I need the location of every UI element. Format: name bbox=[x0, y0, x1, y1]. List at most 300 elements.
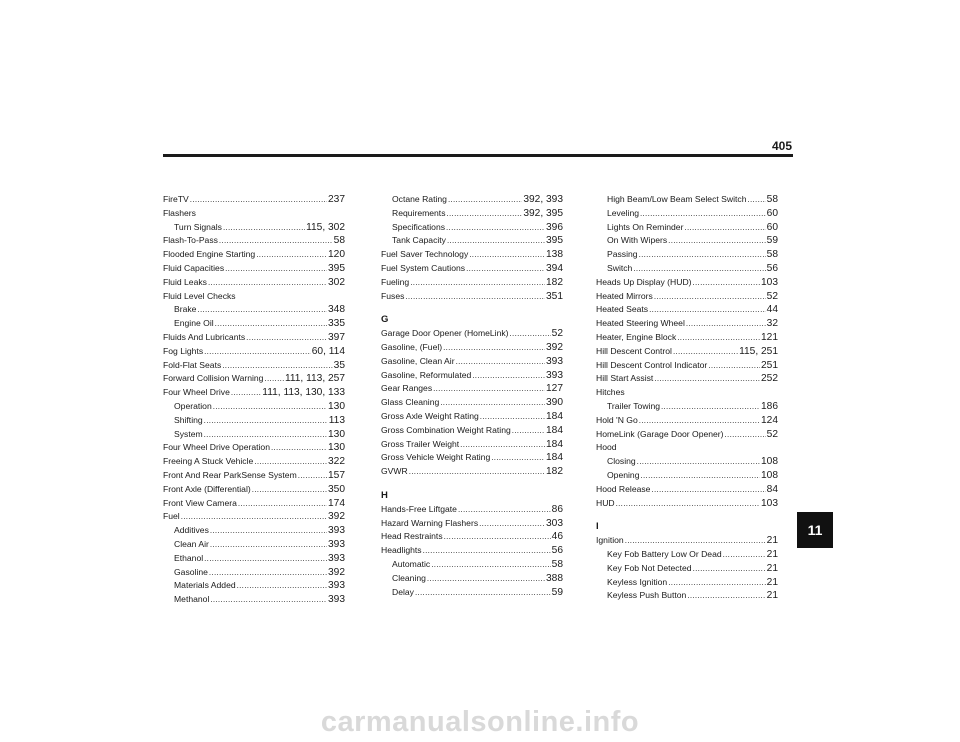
index-entry-pages[interactable]: 393 bbox=[328, 525, 345, 537]
index-entry-pages[interactable]: 113 bbox=[328, 414, 345, 426]
dot-leader bbox=[246, 331, 327, 345]
index-entry bbox=[381, 327, 563, 341]
index-entry bbox=[381, 438, 563, 452]
dot-leader bbox=[625, 534, 766, 548]
index-entry-label: Headlights bbox=[381, 545, 422, 556]
dot-leader bbox=[181, 510, 327, 524]
index-entry-pages[interactable]: 124 bbox=[761, 414, 778, 426]
index-entry-pages[interactable]: 184 bbox=[546, 410, 563, 422]
dot-leader bbox=[641, 469, 761, 483]
index-entry-pages[interactable]: 393 bbox=[328, 594, 345, 606]
index-entry-label: Octane Rating bbox=[392, 194, 447, 204]
index-entry-label: Front View Camera bbox=[163, 497, 237, 508]
index-entry-label: Fluid Leaks bbox=[163, 276, 207, 287]
index-subentry bbox=[596, 400, 778, 414]
index-entry-label: HomeLink (Garage Door Opener) bbox=[596, 428, 724, 439]
index-subentry bbox=[381, 234, 563, 248]
dot-leader bbox=[616, 497, 760, 511]
index-entry bbox=[163, 441, 345, 455]
index-entry bbox=[163, 455, 345, 469]
index-entry bbox=[381, 410, 563, 424]
index-entry-label: Keyless Push Button bbox=[607, 590, 687, 601]
index-entry bbox=[163, 193, 345, 207]
dot-leader bbox=[693, 562, 766, 576]
dot-leader bbox=[231, 386, 261, 400]
index-entry bbox=[381, 369, 563, 383]
index-entry-pages[interactable]: 21 bbox=[766, 548, 778, 560]
index-entry-label: Operation bbox=[174, 400, 212, 411]
index-entry-pages[interactable]: 396 bbox=[546, 221, 563, 233]
index-entry-label: Hood bbox=[596, 442, 617, 453]
index-entry bbox=[163, 469, 345, 483]
index-entry-label: Gross Vehicle Weight Rating bbox=[381, 452, 491, 463]
dot-leader bbox=[651, 483, 765, 497]
dot-leader bbox=[639, 414, 760, 428]
index-entry-pages[interactable]: 56 bbox=[766, 262, 778, 274]
index-entry-pages[interactable]: 392, 395 bbox=[523, 207, 563, 219]
index-entry-pages[interactable]: 59 bbox=[766, 235, 778, 247]
index-subentry bbox=[381, 193, 563, 207]
index-entry bbox=[381, 517, 563, 531]
index-entry-label: Clean Air bbox=[174, 538, 209, 549]
index-entry-label: Hill Start Assist bbox=[596, 373, 654, 384]
dot-leader bbox=[204, 345, 311, 359]
index-entry-label: Garage Door Opener (HomeLink) bbox=[381, 328, 509, 339]
dot-leader bbox=[472, 369, 545, 383]
index-entry bbox=[381, 262, 563, 276]
index-entry-pages[interactable]: 21 bbox=[766, 535, 778, 547]
index-subentry bbox=[381, 221, 563, 235]
index-entry-pages[interactable]: 52 bbox=[551, 328, 563, 340]
index-subentry bbox=[596, 589, 778, 603]
index-entry-pages[interactable]: 44 bbox=[766, 304, 778, 316]
index-subentry bbox=[163, 579, 345, 593]
index-column-2 bbox=[381, 193, 563, 599]
index-subentry bbox=[163, 428, 345, 442]
index-entry-label: Glass Cleaning bbox=[381, 397, 440, 408]
dot-leader bbox=[204, 552, 327, 566]
dot-leader bbox=[223, 221, 305, 235]
index-entry bbox=[596, 317, 778, 331]
index-entry-pages[interactable]: 56 bbox=[551, 545, 563, 557]
dot-leader bbox=[446, 221, 545, 235]
index-entry-pages[interactable]: 32 bbox=[766, 318, 778, 330]
dot-leader bbox=[210, 538, 327, 552]
dot-leader bbox=[448, 193, 522, 207]
dot-leader bbox=[668, 234, 765, 248]
index-entry-label: Fluids And Lubricants bbox=[163, 331, 246, 342]
index-entry-label: Lights On Reminder bbox=[607, 221, 684, 232]
dot-leader bbox=[213, 400, 327, 414]
index-entry-label: Trailer Towing bbox=[607, 400, 661, 411]
index-entry-label: Passing bbox=[607, 249, 638, 260]
index-subentry bbox=[596, 562, 778, 576]
dot-leader bbox=[640, 207, 766, 221]
index-entry bbox=[596, 372, 778, 386]
index-entry-pages[interactable]: 251 bbox=[761, 359, 778, 371]
index-entry-pages[interactable]: 58 bbox=[333, 235, 345, 247]
index-entry-label: Heated Seats bbox=[596, 304, 649, 315]
index-entry bbox=[163, 497, 345, 511]
index-entry-label: Four Wheel Drive Operation bbox=[163, 442, 270, 453]
index-entry-pages[interactable]: 103 bbox=[761, 276, 778, 288]
index-entry-pages[interactable]: 157 bbox=[328, 469, 345, 481]
index-entry-pages[interactable]: 392, 393 bbox=[523, 194, 563, 205]
index-entry-pages[interactable]: 21 bbox=[766, 590, 778, 602]
dot-leader bbox=[479, 517, 545, 531]
index-entry-pages[interactable]: 60, 114 bbox=[311, 345, 345, 357]
index-subentry bbox=[163, 524, 345, 538]
index-entry-pages[interactable]: 184 bbox=[546, 452, 563, 464]
index-entry-label: Automatic bbox=[392, 558, 431, 569]
index-entry-pages[interactable]: 52 bbox=[766, 290, 778, 302]
index-subentry bbox=[163, 303, 345, 317]
index-subentry bbox=[596, 234, 778, 248]
index-entry-pages[interactable]: 186 bbox=[761, 400, 778, 412]
index-entry-label: Engine Oil bbox=[174, 318, 214, 329]
dot-leader bbox=[440, 396, 545, 410]
index-entry-label: Hood Release bbox=[596, 483, 651, 494]
index-entry-label: Hands-Free Liftgate bbox=[381, 503, 457, 514]
dot-leader bbox=[447, 234, 545, 248]
dot-leader bbox=[190, 193, 327, 207]
index-entry-pages[interactable]: 237 bbox=[328, 194, 345, 205]
index-entry-label: Fuel Saver Technology bbox=[381, 249, 469, 260]
dot-leader bbox=[443, 341, 545, 355]
index-entry-label: Keyless Ignition bbox=[607, 576, 668, 587]
index-section-letter bbox=[381, 313, 563, 327]
dot-leader bbox=[456, 355, 545, 369]
index-entry-pages[interactable]: 395 bbox=[328, 262, 345, 274]
index-entry-pages[interactable]: 351 bbox=[546, 290, 563, 302]
index-column-3 bbox=[596, 193, 778, 603]
index-entry-pages[interactable]: 86 bbox=[551, 503, 563, 515]
index-subentry bbox=[596, 455, 778, 469]
index-entry-label: Heads Up Display (HUD) bbox=[596, 276, 692, 287]
index-subentry bbox=[381, 586, 563, 600]
dot-leader bbox=[687, 589, 765, 603]
dot-leader bbox=[415, 586, 551, 600]
index-entry-pages[interactable]: 394 bbox=[546, 262, 563, 274]
index-entry-label: Gasoline, (Fuel) bbox=[381, 341, 443, 352]
index-entry-pages[interactable]: 52 bbox=[766, 428, 778, 440]
index-entry-label: I bbox=[596, 521, 599, 533]
dot-leader bbox=[639, 248, 766, 262]
dot-leader bbox=[433, 382, 545, 396]
index-section-letter bbox=[596, 520, 778, 534]
index-subentry bbox=[596, 262, 778, 276]
dot-leader bbox=[460, 438, 545, 452]
index-entry-pages[interactable]: 392 bbox=[328, 511, 345, 523]
index-entry-label: Methanol bbox=[174, 594, 210, 605]
dot-leader bbox=[512, 424, 545, 438]
index-entry-label: Tank Capacity bbox=[392, 235, 446, 246]
dot-leader bbox=[693, 276, 760, 290]
index-subentry bbox=[596, 221, 778, 235]
index-entry bbox=[163, 345, 345, 359]
index-entry bbox=[596, 331, 778, 345]
index-entry-label: Requirements bbox=[392, 207, 446, 218]
dot-leader bbox=[238, 497, 327, 511]
index-entry bbox=[381, 503, 563, 517]
index-entry-pages[interactable]: 397 bbox=[328, 331, 345, 343]
dot-leader bbox=[197, 303, 327, 317]
index-entry-label: Ethanol bbox=[174, 552, 204, 563]
index-entry-label: Turn Signals bbox=[174, 221, 222, 232]
index-entry-label: Ignition bbox=[596, 535, 624, 546]
index-entry-label: GVWR bbox=[381, 466, 408, 477]
index-subentry bbox=[381, 207, 563, 221]
index-subentry bbox=[596, 248, 778, 262]
index-spacer bbox=[381, 479, 563, 489]
index-entry-label: Gasoline, Clean Air bbox=[381, 355, 455, 366]
index-entry-label: On With Wipers bbox=[607, 235, 668, 246]
dot-leader bbox=[723, 548, 766, 562]
index-entry-pages[interactable]: 111, 113, 257 bbox=[284, 373, 345, 385]
index-spacer bbox=[381, 303, 563, 313]
index-entry-label: Hold 'N Go bbox=[596, 414, 638, 425]
index-entry-pages[interactable]: 184 bbox=[546, 438, 563, 450]
index-entry-pages[interactable]: 322 bbox=[328, 456, 345, 468]
index-entry-label: Fold-Flat Seats bbox=[163, 359, 222, 370]
index-entry-pages[interactable]: 335 bbox=[328, 318, 345, 330]
index-entry-pages[interactable]: 393 bbox=[546, 355, 563, 367]
index-entry-label: Gasoline, Reformulated bbox=[381, 369, 472, 380]
index-entry-label: Flooded Engine Starting bbox=[163, 249, 256, 260]
index-entry bbox=[163, 510, 345, 524]
index-subentry bbox=[381, 572, 563, 586]
index-entry-label: Heated Steering Wheel bbox=[596, 318, 685, 329]
dot-leader bbox=[209, 566, 327, 580]
index-entry-label: Fuel bbox=[163, 511, 180, 522]
index-entry-pages[interactable]: 138 bbox=[546, 249, 563, 261]
index-entry-label: Fuel System Cautions bbox=[381, 262, 466, 273]
index-entry-label: Leveling bbox=[607, 207, 640, 218]
index-entry bbox=[381, 530, 563, 544]
index-entry-pages[interactable]: 392 bbox=[328, 566, 345, 578]
index-entry-pages[interactable]: 60 bbox=[766, 221, 778, 233]
index-entry-pages[interactable]: 58 bbox=[766, 194, 778, 205]
dot-leader bbox=[298, 469, 327, 483]
index-entry-label: Heated Mirrors bbox=[596, 290, 653, 301]
index-subentry bbox=[163, 566, 345, 580]
dot-leader bbox=[204, 428, 327, 442]
watermark: carmanualsonline.info bbox=[320, 706, 640, 738]
dot-leader bbox=[444, 530, 551, 544]
index-entry-label: Closing bbox=[607, 456, 636, 467]
dot-leader bbox=[423, 544, 551, 558]
index-entry-pages[interactable]: 130 bbox=[328, 442, 345, 454]
index-subentry bbox=[596, 576, 778, 590]
index-subentry bbox=[163, 221, 345, 235]
dot-leader bbox=[458, 503, 551, 517]
index-entry bbox=[163, 262, 345, 276]
index-section-letter bbox=[381, 489, 563, 503]
index-entry-label: Gross Trailer Weight bbox=[381, 438, 460, 449]
index-entry bbox=[596, 441, 778, 455]
index-entry-label: Fuses bbox=[381, 290, 405, 301]
dot-leader bbox=[256, 248, 327, 262]
index-entry-pages[interactable]: 115, 251 bbox=[739, 345, 778, 357]
index-subentry bbox=[163, 414, 345, 428]
dot-leader bbox=[725, 428, 766, 442]
dot-leader bbox=[215, 317, 327, 331]
index-entry-label: Opening bbox=[607, 469, 640, 480]
index-subentry bbox=[163, 538, 345, 552]
dot-leader bbox=[271, 441, 327, 455]
index-entry bbox=[163, 359, 345, 373]
index-subentry bbox=[163, 552, 345, 566]
index-entry bbox=[381, 248, 563, 262]
index-entry-pages[interactable]: 60 bbox=[766, 207, 778, 219]
dot-leader bbox=[431, 558, 550, 572]
index-entry bbox=[381, 355, 563, 369]
index-entry-pages[interactable]: 303 bbox=[546, 517, 563, 529]
dot-leader bbox=[637, 455, 760, 469]
index-entry-pages[interactable]: 388 bbox=[546, 572, 563, 584]
index-subentry bbox=[163, 317, 345, 331]
index-entry-label: HUD bbox=[596, 497, 615, 508]
index-entry-label: Four Wheel Drive bbox=[163, 387, 230, 398]
index-entry bbox=[163, 248, 345, 262]
dot-leader bbox=[222, 359, 332, 373]
index-entry-pages[interactable]: 182 bbox=[546, 466, 563, 478]
index-entry-label: Hill Descent Control bbox=[596, 345, 672, 356]
dot-leader bbox=[264, 372, 284, 386]
index-entry-label: G bbox=[381, 314, 389, 326]
index-entry-pages[interactable]: 393 bbox=[546, 369, 563, 381]
index-entry-pages[interactable]: 393 bbox=[328, 580, 345, 592]
index-subentry bbox=[163, 400, 345, 414]
index-entry-label: System bbox=[174, 428, 203, 439]
dot-leader bbox=[633, 262, 765, 276]
index-entry-pages[interactable]: 348 bbox=[328, 304, 345, 316]
index-entry-pages[interactable]: 121 bbox=[761, 331, 778, 343]
dot-leader bbox=[673, 345, 738, 359]
index-entry-pages[interactable]: 130 bbox=[328, 428, 345, 440]
index-entry-label: Heater, Engine Block bbox=[596, 331, 677, 342]
index-entry-label: Shifting bbox=[174, 414, 203, 425]
index-entry-pages[interactable]: 182 bbox=[546, 276, 563, 288]
index-entry-pages[interactable]: 395 bbox=[546, 235, 563, 247]
index-entry-pages[interactable]: 393 bbox=[328, 552, 345, 564]
index-entry-label: Switch bbox=[607, 262, 633, 273]
dot-leader bbox=[427, 572, 545, 586]
index-entry-pages[interactable]: 46 bbox=[551, 531, 563, 543]
index-entry-pages[interactable]: 21 bbox=[766, 562, 778, 574]
index-subentry bbox=[596, 207, 778, 221]
index-entry bbox=[381, 465, 563, 479]
index-entry bbox=[596, 303, 778, 317]
index-entry-label: Flashers bbox=[163, 207, 196, 218]
index-entry bbox=[381, 451, 563, 465]
index-entry bbox=[381, 290, 563, 304]
index-entry-label: Materials Added bbox=[174, 580, 236, 591]
dot-leader bbox=[510, 327, 551, 341]
index-entry-pages[interactable]: 115, 302 bbox=[306, 221, 345, 233]
index-entry-pages[interactable]: 393 bbox=[328, 538, 345, 550]
dot-leader bbox=[480, 410, 545, 424]
index-entry-pages[interactable]: 174 bbox=[328, 497, 345, 509]
index-entry-pages[interactable]: 58 bbox=[551, 558, 563, 570]
index-entry-pages[interactable]: 120 bbox=[328, 249, 345, 261]
index-entry bbox=[381, 276, 563, 290]
index-entry bbox=[381, 382, 563, 396]
index-entry bbox=[163, 276, 345, 290]
index-entry bbox=[596, 497, 778, 511]
index-entry bbox=[163, 331, 345, 345]
dot-leader bbox=[708, 359, 760, 373]
index-entry bbox=[163, 372, 345, 386]
dot-leader bbox=[466, 262, 545, 276]
index-entry-pages[interactable]: 302 bbox=[328, 276, 345, 288]
dot-leader bbox=[654, 372, 760, 386]
dot-leader bbox=[225, 262, 327, 276]
index-entry-label: Additives bbox=[174, 525, 209, 536]
index-entry bbox=[381, 544, 563, 558]
index-entry-pages[interactable]: 21 bbox=[766, 576, 778, 588]
index-entry bbox=[381, 341, 563, 355]
index-entry bbox=[163, 234, 345, 248]
index-subentry bbox=[381, 558, 563, 572]
index-entry-pages[interactable]: 392 bbox=[546, 341, 563, 353]
index-subentry bbox=[596, 469, 778, 483]
index-entry bbox=[163, 290, 345, 304]
dot-leader bbox=[649, 303, 766, 317]
dot-leader bbox=[661, 400, 760, 414]
index-entry-label: Fog Lights bbox=[163, 345, 204, 356]
index-entry-pages[interactable]: 108 bbox=[761, 469, 778, 481]
dot-leader bbox=[684, 221, 765, 235]
index-entry-pages[interactable]: 111, 113, 130, 133 bbox=[262, 387, 345, 399]
index-subentry bbox=[163, 593, 345, 607]
index-entry-pages[interactable]: 390 bbox=[546, 397, 563, 409]
index-entry-pages[interactable]: 103 bbox=[761, 497, 778, 509]
index-entry-pages[interactable]: 59 bbox=[551, 586, 563, 598]
dot-leader bbox=[410, 276, 545, 290]
dot-leader bbox=[469, 248, 545, 262]
index-entry-label: Freeing A Stuck Vehicle bbox=[163, 456, 254, 467]
dot-leader bbox=[210, 524, 327, 538]
index-entry-pages[interactable]: 184 bbox=[546, 424, 563, 436]
index-entry bbox=[596, 345, 778, 359]
index-entry bbox=[596, 428, 778, 442]
index-entry-label: Key Fob Battery Low Or Dead bbox=[607, 548, 722, 559]
dot-leader bbox=[686, 317, 766, 331]
index-entry-pages[interactable]: 252 bbox=[761, 373, 778, 385]
dot-leader bbox=[447, 207, 523, 221]
dot-leader bbox=[210, 593, 327, 607]
index-entry bbox=[596, 386, 778, 400]
index-entry-pages[interactable]: 84 bbox=[766, 483, 778, 495]
index-entry-pages[interactable]: 58 bbox=[766, 249, 778, 261]
index-entry-pages[interactable]: 108 bbox=[761, 456, 778, 468]
index-entry-label: H bbox=[381, 489, 388, 501]
index-entry-label: Hitches bbox=[596, 387, 625, 398]
index-subentry bbox=[596, 548, 778, 562]
index-entry-label: Front And Rear ParkSense System bbox=[163, 469, 297, 480]
dot-leader bbox=[491, 451, 545, 465]
dot-leader bbox=[208, 276, 327, 290]
index-entry-pages[interactable]: 127 bbox=[546, 383, 563, 395]
index-entry-label: FireTV bbox=[163, 194, 189, 204]
chapter-tab[interactable]: 11 bbox=[797, 512, 833, 548]
index-entry-pages[interactable]: 35 bbox=[333, 359, 345, 371]
index-entry-pages[interactable]: 130 bbox=[328, 400, 345, 412]
index-entry bbox=[596, 359, 778, 373]
index-entry-pages[interactable]: 350 bbox=[328, 483, 345, 495]
dot-leader bbox=[204, 414, 328, 428]
